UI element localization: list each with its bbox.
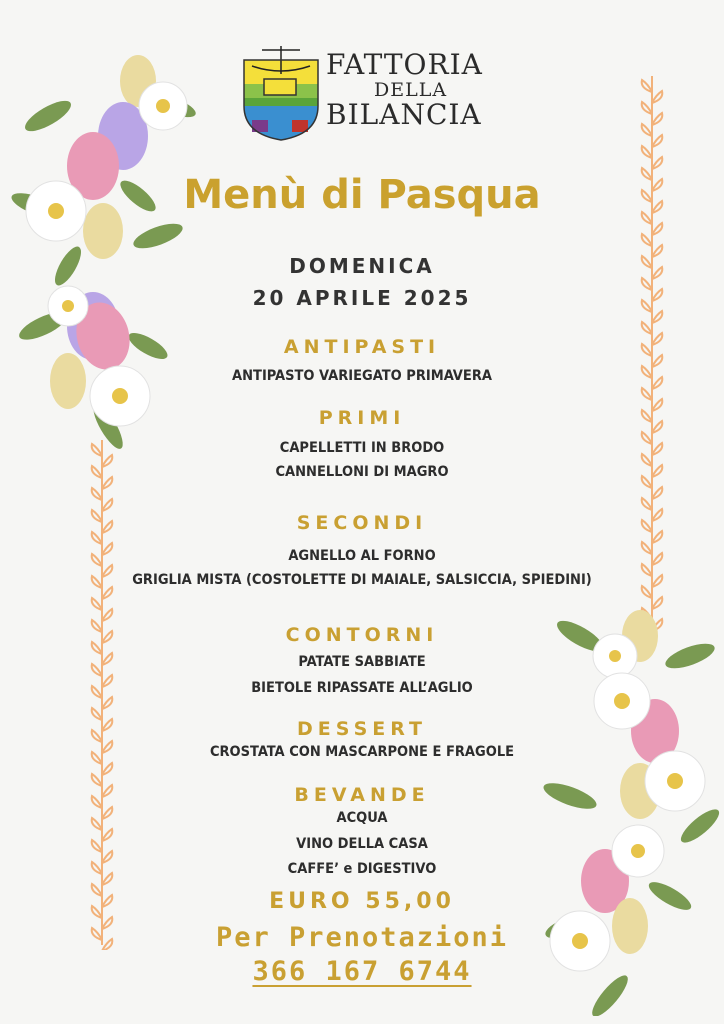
vine-leaf <box>652 223 662 235</box>
vine-leaf <box>652 91 662 103</box>
menu-item: CAFFE’ e DIGESTIVO <box>287 861 437 877</box>
section-heading-secondi: SECONDI <box>296 512 428 534</box>
vine-leaf <box>92 488 102 500</box>
vine-leaf <box>642 124 652 136</box>
fattoria-logo <box>242 46 512 142</box>
shield-logo-icon <box>242 46 320 142</box>
vine-leaf <box>92 598 102 610</box>
vine-leaf <box>102 587 112 599</box>
menu-item: PATATE SABBIATE <box>298 654 426 670</box>
menu-item: AGNELLO AL FORNO <box>288 548 436 564</box>
vine-leaf <box>102 697 112 709</box>
section-heading-primi: PRIMI <box>318 407 406 429</box>
menu-item: VINO DELLA CASA <box>296 836 428 852</box>
vine-leaf <box>642 234 652 246</box>
menu-item: GRIGLIA MISTA (COSTOLETTE DI MAIALE, SALSICCIA, SPIEDINI) <box>132 572 592 588</box>
vine-leaf <box>652 311 662 323</box>
vine-leaf <box>642 80 652 92</box>
vine-leaf <box>102 499 112 511</box>
vine-leaf <box>102 763 112 775</box>
menu-price: EURO 55,00 <box>269 889 455 914</box>
vine-leaf <box>652 487 662 499</box>
brand-name <box>326 50 483 130</box>
vine-leaf <box>642 146 652 158</box>
vine-leaf <box>652 113 662 125</box>
event-day: DOMENICA <box>289 254 435 278</box>
menu-item: CANNELLONI DI MAGRO <box>275 464 449 480</box>
vine-leaf <box>652 135 662 147</box>
section-heading-contorni: CONTORNI <box>285 624 439 646</box>
section-heading-bevande: BEVANDE <box>294 784 430 806</box>
vine-leaf <box>642 102 652 114</box>
brand-line-1: FATTORIA <box>326 48 483 81</box>
menu-item: BIETOLE RIPASSATE ALL’AGLIO <box>251 680 473 696</box>
section-heading-antipasti: ANTIPASTI <box>283 336 441 358</box>
menu-title: Menù di Pasqua <box>183 172 541 218</box>
brand-line-2: DELLA <box>374 79 448 101</box>
vine-leaf <box>652 157 662 169</box>
vine-leaf <box>642 388 652 400</box>
easter-flowers-top-left-decoration <box>8 36 208 456</box>
vine-leaf <box>102 609 112 621</box>
brand-line-3: BILANCIA <box>326 98 482 131</box>
menu-item: ACQUA <box>336 810 388 826</box>
menu-item: CAPELLETTI IN BRODO <box>279 440 445 456</box>
section-heading-dessert: DESSERT <box>297 718 427 740</box>
menu-item: ANTIPASTO VARIEGATO PRIMAVERA <box>232 368 492 384</box>
booking-label: Per Prenotazioni <box>215 922 509 953</box>
menu-item: CROSTATA CON MASCARPONE E FRAGOLE <box>209 744 515 760</box>
booking-phone[interactable]: 366 167 6744 <box>252 956 472 987</box>
vine-leaf <box>642 322 652 334</box>
vine-leaf <box>642 498 652 510</box>
event-date: 20 APRILE 2025 <box>252 286 472 310</box>
